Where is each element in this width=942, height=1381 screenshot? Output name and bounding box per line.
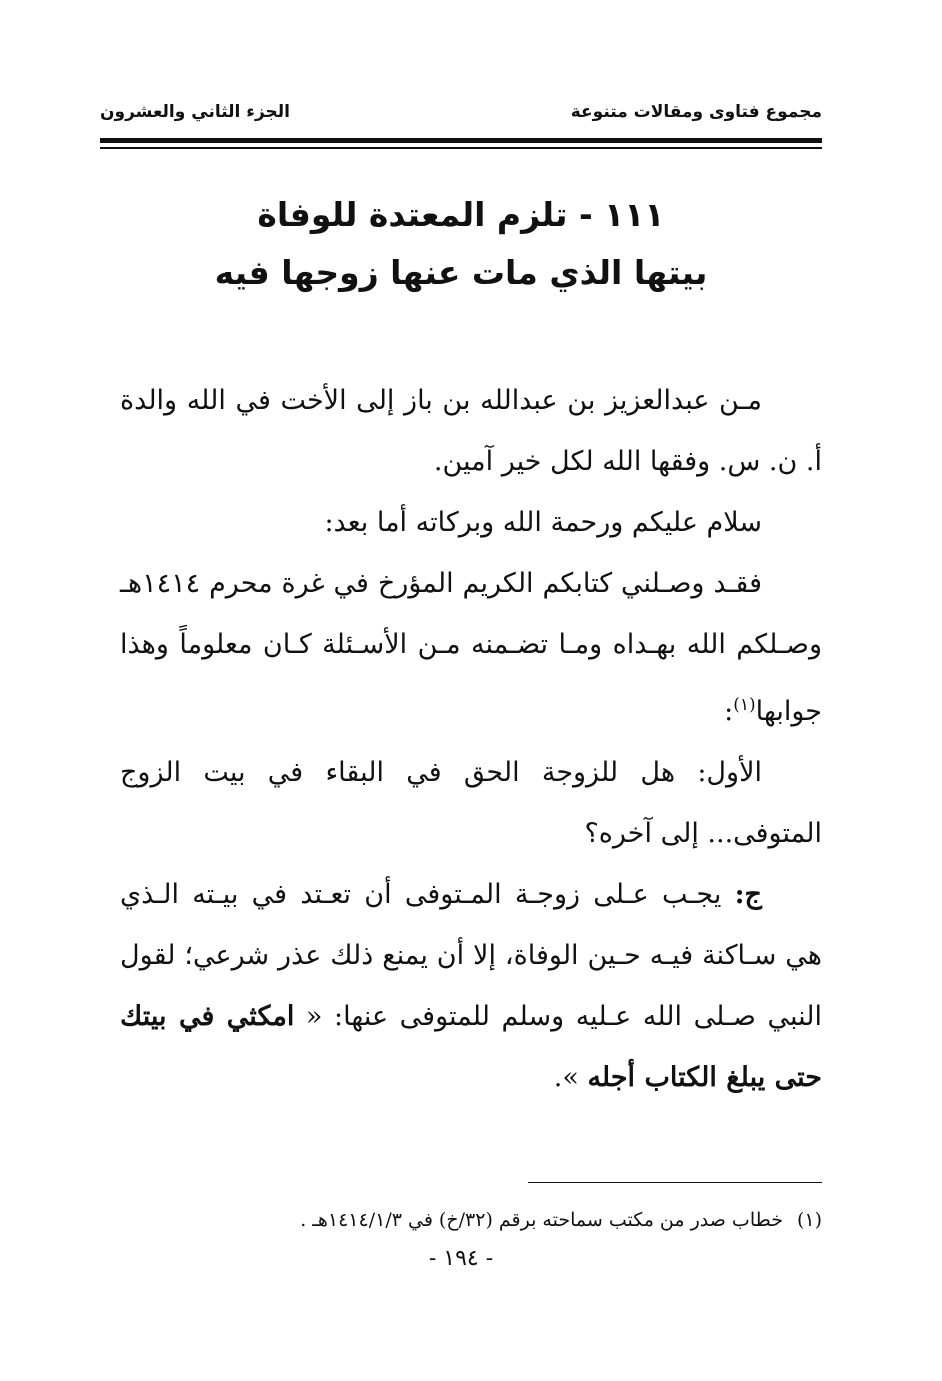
letter-received-colon: : xyxy=(724,696,734,727)
paragraph-letter-received xyxy=(120,553,822,742)
answer-label: ج: xyxy=(734,879,762,910)
paragraph-greeting: سلام عليكم ورحمة الله وبركاته أما بعد: xyxy=(324,507,762,538)
footnote-text: خطاب صدر من مكتب سماحته برقم (٣٢/خ) في ١٤١٤/١/٣هـ . xyxy=(300,1209,783,1231)
paragraph-salutation: مـن عبدالعزيز بن عبدالله بن باز إلى الأخت في الله والدة أ. ن. س. وفقها الله لكل خير آمين. xyxy=(120,385,822,477)
footnote-number: (١) xyxy=(796,1209,822,1231)
quote-open: « xyxy=(305,1001,323,1032)
body-text xyxy=(120,370,822,1108)
paragraph-question: الأول: هل للزوجة الحق في البقاء في بيت الزوج المتوفى... إلى آخره؟ xyxy=(120,757,822,849)
volume-label: الجزء الثاني والعشرون xyxy=(100,102,291,122)
footnote-ref: (١) xyxy=(733,695,756,715)
header-rule-thin xyxy=(100,147,822,149)
footnote-rule xyxy=(528,1182,822,1183)
title-line-2: بيتها الذي مات عنها زوجها فيه xyxy=(214,253,708,292)
article-title xyxy=(100,186,822,302)
letter-received-text: فقـد وصـلني كتابكم الكريم المؤرخ في غرة محرم ١٤١٤هـ وصـلكم الله بهـداه ومـا تضـمنه مـن الأسـئلة كـان معلوماً وهذا جوابها xyxy=(120,568,822,727)
header-rule-thick xyxy=(100,138,822,143)
answer-text: يجـب عـلى زوجـة المـتوفى أن تعـتد في بيـته الـذي هي سـاكنة فيـه حـين الوفاة، إلا أن يمنع ذلك عذر شرعي؛ لقول النبي صـلى الله عـليه وسلم للمتوفى عنها: xyxy=(120,879,822,1032)
footnote xyxy=(120,1206,822,1234)
quote-close: ». xyxy=(553,1062,579,1093)
book-title: مجموع فتاوى ومقالات متنوعة xyxy=(570,102,822,122)
page-number: - ١٩٤ - xyxy=(428,1246,494,1271)
paragraph-answer xyxy=(120,864,822,1108)
running-header xyxy=(100,98,822,128)
title-line-1: ١١١ - تلزم المعتدة للوفاة xyxy=(257,195,665,234)
hadith-quote: امكثي في بيتك حتى يبلغ الكتاب أجله xyxy=(120,1001,822,1093)
